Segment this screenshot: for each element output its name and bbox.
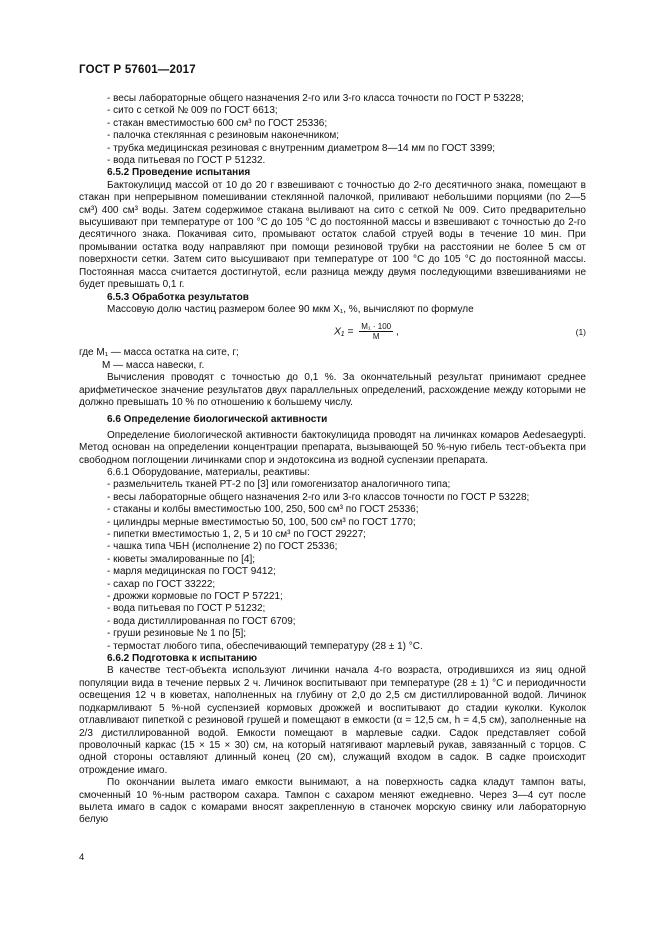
paragraph-6-6: Определение биологической активности бактокулицида проводят на личинках комаров Aedesaegypti. Метод основан на определении концентрации препарата, вызывающей 50 %-ную гибель тест-объекта при свободном поглощении личинками спор и эндотоксина из водной суспензии препарата. (79, 429, 586, 466)
paragraph-6-6-2-a: В качестве тест-объекта используют личинки начала 4-го возраста, отродившихся из яиц одной популяции вида в течение первых 2 ч. Личинок воспитывают при температуре (28 ± 1) °С и периодичности освещения 12 ч в кюветах, наполненных на глубину от 2,0 до 2,5 см дистиллированной водой. Личинок подкармливают 5 %-ной суспензией кормовых дрожжей и воспитывают до стадии куколки. Куколок отлавливают пипеткой с резиновой грушей и помещают в емкости (α = 12,5 см, h = 4,5 см), заполненные на 2/3 дистиллированной водой. Емкости помещают в марлевые садки. Садок представляет собой проволочный каркас (15 × 15 × 30) см, на который натягивают марлевый рукав, завязанный с торцов. С одной стороны оставляют длинный конец (20 см), служащий входом в садок. В садке происходит отрождение имаго. (79, 665, 586, 776)
equipment-list-2 (79, 479, 586, 653)
paragraph-6-5-3: Массовую долю частиц размером более 90 мкм X₁, %, вычисляют по формуле (107, 303, 474, 315)
formula-number: (1) (575, 327, 586, 338)
paragraph-6-6-2-b: По окончании вылета имаго емкости вынимают, а на поверхность садка кладут тампон ваты, смоченный 10 %-ным раствором сахара. Тампон с сахаром меняют ежедневно. Через 3—4 сут после вылета имаго в садок с комарами вносят закрепленную в станочек морскую свинку или лабораторную белую (79, 777, 586, 826)
list-item: - стакан вместимостью 600 см³ по ГОСТ 25336; (107, 117, 328, 129)
formula-1 (79, 318, 586, 346)
section-heading-6-6: 6.6 Определение биологической активности (107, 414, 328, 426)
section-heading-6-5-3: 6.5.3 Обработка результатов (107, 291, 249, 303)
paragraph-6-5-2: Бактокулицид массой от 10 до 20 г взвешивают с точностью до 2-го десятичного знака, помещают в стакан при непрерывном помешивании стеклянной палочкой, приливают небольшими порциями (по 2—5 см³) 400 см³ воды. Затем содержимое стакана выливают на сито с сеткой № 009. Сито предварительно высушивают при температуре от 100 °С до 105 °С до постоянной массы и взвешивают с точностью до 2-го десятичного знака. Покачивая сито, промывают остаток слабой струей воды в течение 10 мин. При промывании остатка воду направляют при помощи резиновой трубки на расстоянии не более 5 см от поверхности сетки. Затем сито высушивают при температуре от 100 °С до 105 °С до постоянной массы. Постоянная масса считается достигнутой, если разница между двумя последующими взвешиваниями не будет превышать 0,1 г. (79, 179, 586, 291)
list-item: - вода питьевая по ГОСТ Р 51232. (107, 155, 266, 167)
list-item: - груши резиновые № 1 по [5]; (107, 628, 247, 640)
formula-where-1: где M₁ — масса остатка на сите, г; (79, 347, 239, 359)
list-item: - вода питьевая по ГОСТ Р 51232; (107, 603, 266, 615)
list-item: - размельчитель тканей РТ-2 по [3] или гомогенизатор аналогичного типа; (107, 479, 451, 491)
list-item: - стаканы и колбы вместимостью 100, 250, 500 см³ по ГОСТ 25336; (107, 504, 419, 516)
list-item: - палочка стеклянная с резиновым наконечником; (107, 130, 340, 142)
section-heading-6-5-2: 6.5.2 Проведение испытания (107, 167, 251, 179)
list-item: - сито с сеткой № 009 по ГОСТ 6613; (107, 105, 278, 117)
list-item: - весы лабораторные общего назначения 2-го или 3-го классов точности по ГОСТ Р 53228; (107, 491, 530, 503)
document-body (79, 93, 586, 827)
list-item: - кюветы эмалированные по [4]; (107, 553, 256, 565)
equipment-list-1 (79, 93, 586, 167)
list-item: - весы лабораторные общего назначения 2-го или 3-го класса точности по ГОСТ Р 53228; (107, 93, 524, 104)
list-item: - дрожжи кормовые по ГОСТ Р 57221; (107, 591, 283, 603)
formula-fraction (359, 322, 393, 341)
section-heading-6-6-2: 6.6.2 Подготовка к испытанию (107, 653, 258, 665)
subsection-heading-6-6-1: 6.6.1 Оборудование, материалы, реактивы: (107, 466, 310, 478)
page-number: 4 (79, 852, 85, 863)
formula-tail: , (396, 325, 399, 338)
list-item: - вода дистиллированная по ГОСТ 6709; (107, 615, 296, 627)
paragraph-calculation: Вычисления проводят с точностью до 0,1 %. За окончательный результат принимают среднее арифметическое значение результатов двух параллельных определений, расхождение между которыми не должно превышать 10 % по отношению к большему числу. (79, 372, 586, 408)
list-item: - чашка типа ЧБН (исполнение 2) по ГОСТ 25336; (107, 541, 338, 553)
list-item: - сахар по ГОСТ 33222; (107, 578, 216, 590)
list-item: - пипетки вместимостью 1, 2, 5 и 10 см³ по ГОСТ 29227; (107, 529, 366, 540)
list-item: - цилиндры мерные вместимостью 50, 100, 500 см³ по ГОСТ 1770; (107, 516, 416, 528)
list-item: - марля медицинская по ГОСТ 9412; (107, 566, 276, 578)
formula-lhs: X₁ = (334, 325, 354, 338)
formula-numerator: M₁ · 100 (361, 322, 392, 332)
list-item: - трубка медицинская резиновая с внутренним диаметром 8—14 мм по ГОСТ 3399; (107, 142, 496, 154)
formula-where-2: M — масса навески, г. (102, 359, 205, 371)
list-item: - термостат любого типа, обеспечивающий температуру (28 ± 1) °С. (107, 640, 423, 652)
page-header: ГОСТ Р 57601—2017 (79, 64, 196, 76)
formula-denominator: M (372, 332, 380, 342)
formula-body (334, 322, 399, 341)
